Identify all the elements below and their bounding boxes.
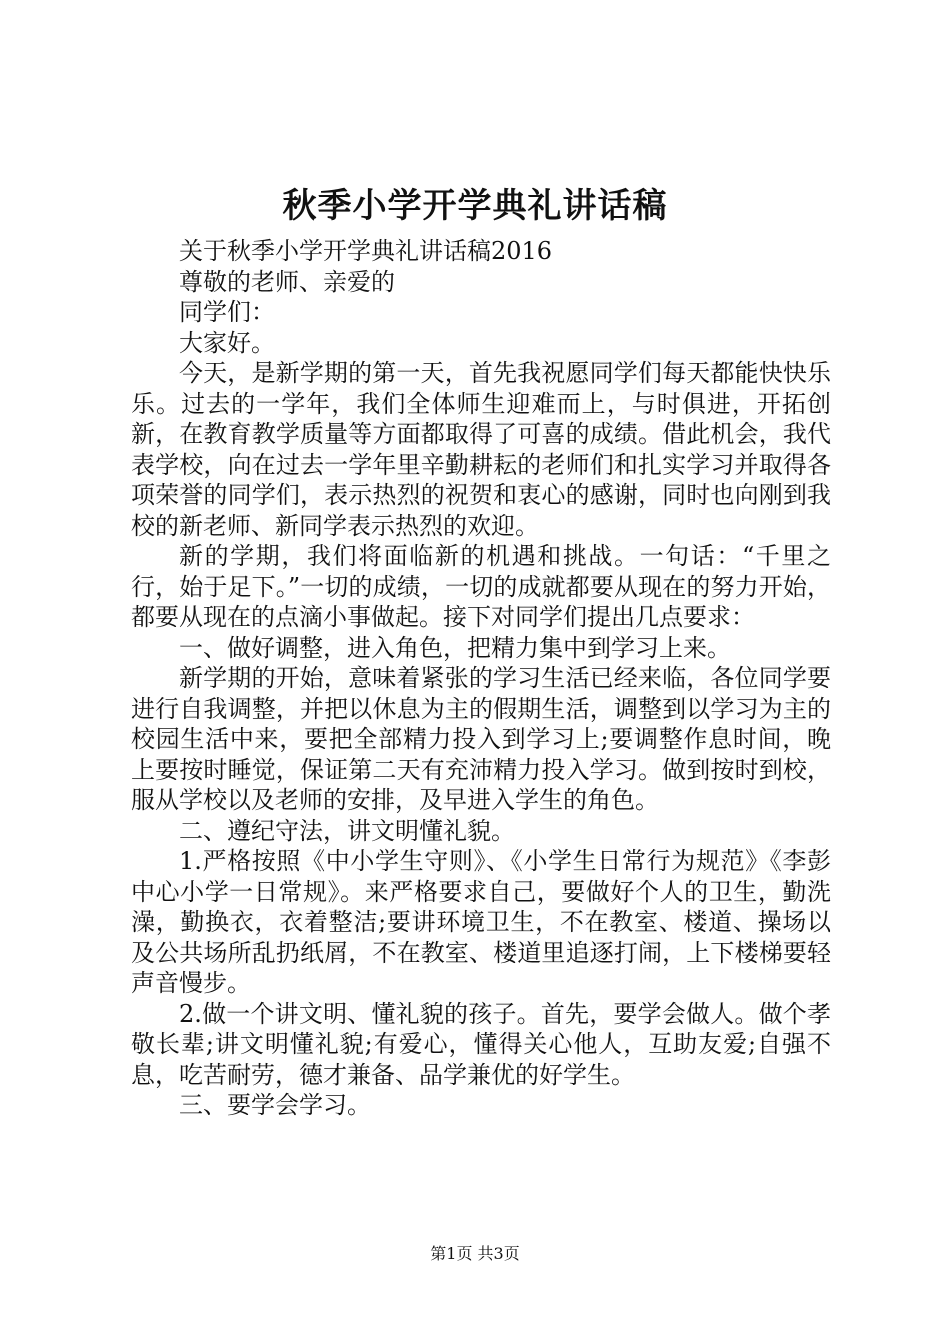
paragraph: 同学们： [179, 298, 275, 326]
paragraph: 新学期的开始，意味着紧张的学习生活已经来临，各位同学要进行自我调整，并把以休息为主的假期生活，调整到以学习为主的校园生活中来，要把全部精力投入到学习上;要调整作息时间，晚上要按时睡觉，保证第二天有充沛精力投入学习。做到按时到校，服从学校以及老师的安排，及早进入学生的角色。 [131, 664, 831, 814]
page-number-footer: 第1页 共3页 [430, 1244, 520, 1263]
paragraph: 二、遵纪守法，讲文明懂礼貌。 [179, 816, 515, 845]
paragraph: 一、做好调整，进入角色，把精力集中到学习上来。 [179, 633, 731, 662]
document-body [131, 236, 831, 1121]
paragraph: 新的学期，我们将面临新的机遇和挑战。一句话：“千里之行，始于足下。”一切的成绩，一切的成就都要从现在的努力开始，都要从现在的点滴小事做起。接下对同学们提出几点要求： [131, 542, 831, 631]
paragraph: 1.严格按照《中小学生守则》、《小学生日常行为规范》《李彭中心小学一日常规》。来严格要求自己，要做好个人的卫生，勤洗澡，勤换衣，衣着整洁;要讲环境卫生，不在教室、楼道、操场以及公共场所乱扔纸屑，不在教室、楼道里追逐打闹，上下楼梯要轻声音慢步。 [131, 847, 831, 997]
paragraph: 尊敬的老师、亲爱的 [179, 267, 395, 296]
paragraph: 关于秋季小学开学典礼讲话稿2016 [179, 237, 553, 265]
paragraph: 2.做一个讲文明、懂礼貌的孩子。首先，要学会做人。做个孝敬长辈;讲文明懂礼貌;有爱心，懂得关心他人，互助友爱;自强不息，吃苦耐劳，德才兼备、品学兼优的好学生。 [131, 999, 831, 1089]
paragraph: 今天，是新学期的第一天，首先我祝愿同学们每天都能快快乐乐。过去的一学年，我们全体师生迎难而上，与时俱进，开拓创新，在教育教学质量等方面都取得了可喜的成绩。借此机会，我代表学校，向在过去一学年里辛勤耕耘的老师们和扎实学习并取得各项荣誉的同学们，表示热烈的祝贺和衷心的感谢，同时也向刚到我校的新老师、新同学表示热烈的欢迎。 [131, 359, 831, 540]
paragraph: 大家好。 [179, 328, 275, 357]
paragraph: 三、要学会学习。 [179, 1091, 371, 1119]
document-title: 秋季小学开学典礼讲话稿 [282, 186, 668, 226]
